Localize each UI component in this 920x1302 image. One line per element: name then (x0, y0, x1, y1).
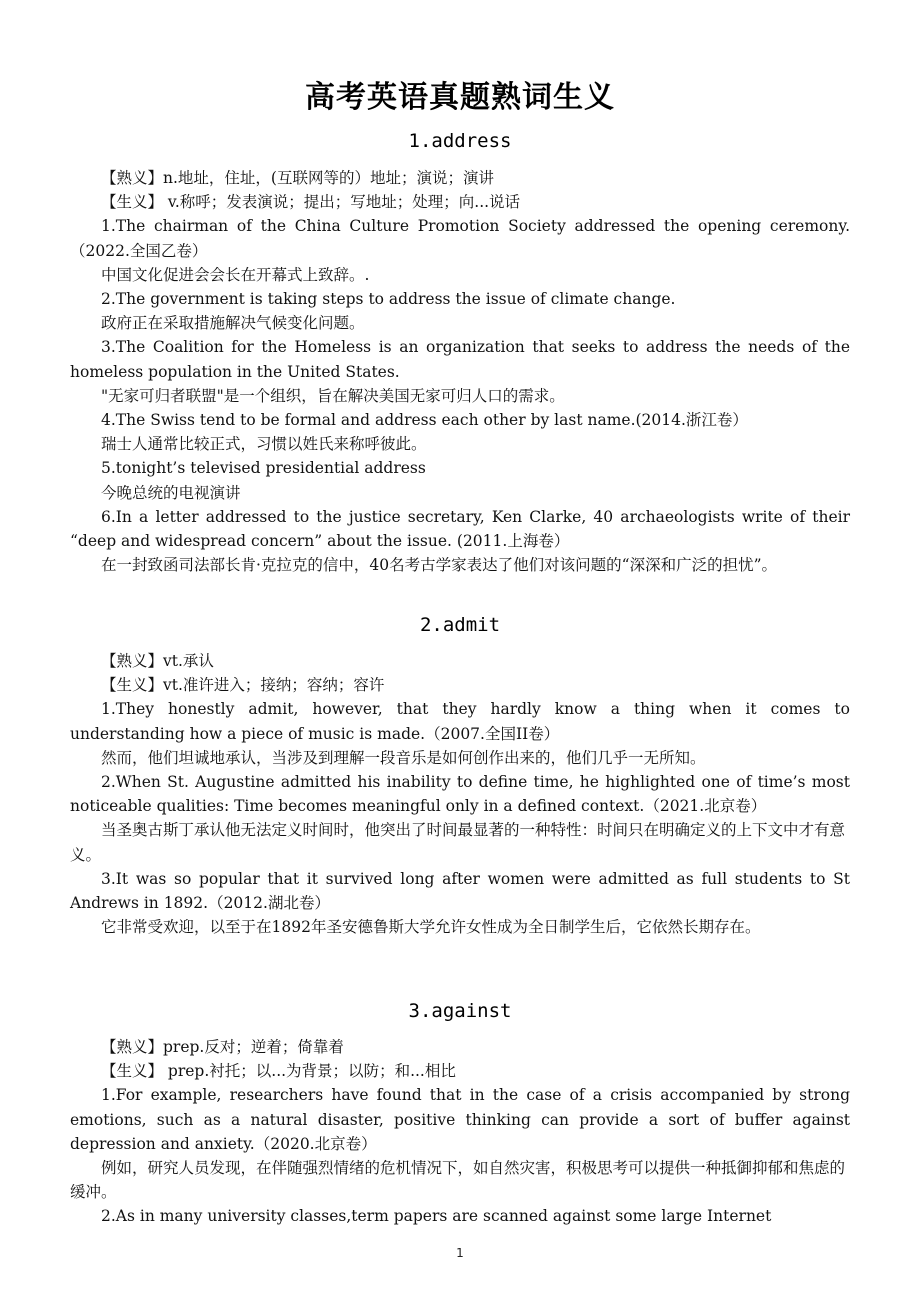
example-zh: 当圣奥古斯丁承认他无法定义时间时，他突出了时间最显著的一种特性：时间只在明确定义的上下文中才有意义。 (70, 821, 846, 864)
example-en: 3.It was so popular that it survived long after women were admitted as full students to St Andrews in 1892.（2012.湖北卷） (70, 869, 850, 913)
example-zh: "无家可归者联盟"是一个组织，旨在解决美国无家可归人口的需求。 (101, 386, 565, 405)
familiar-meaning: 【熟义】vt.承认 (101, 652, 214, 670)
new-meaning: 【生义】 prep.衬托；以...为背景；以防；和...相比 (101, 1062, 456, 1081)
page-title: 高考英语真题熟词生义 (305, 80, 615, 115)
example-en: 1.The chairman of the China Culture Promotion Society addressed the opening ceremony.（2022.全国乙卷） (70, 217, 850, 260)
example-zh: 瑞士人通常比较正式，习惯以姓氏来称呼彼此。 (101, 435, 427, 454)
example-zh: 今晚总统的电视演讲 (101, 483, 241, 502)
new-meaning: 【生义】 v.称呼；发表演说；提出；写地址；处理；向...说话 (101, 193, 521, 212)
familiar-meaning: 【熟义】n.地址，住址，(互联网等的）地址；演说；演讲 (101, 169, 494, 187)
example-zh: 然而，他们坦诚地承认，当涉及到理解一段音乐是如何创作出来的，他们几乎一无所知。 (101, 748, 706, 767)
familiar-meaning: 【熟义】prep.反对；逆着；倚靠着 (101, 1038, 344, 1056)
example-en: 2.The government is taking steps to address the issue of climate change. (101, 290, 676, 309)
section-heading-address: 1.address (408, 130, 512, 152)
example-zh: 例如，研究人员发现，在伴随强烈情绪的危机情况下，如自然灾害，积极思考可以提供一种抵御抑郁和焦虑的缓冲。 (70, 1159, 846, 1202)
example-zh: 政府正在采取措施解决气候变化问题。 (101, 314, 365, 333)
section-heading-against: 3.against (408, 1000, 512, 1022)
example-zh: 中国文化促进会会长在开幕式上致辞。. (101, 265, 370, 284)
section-admit (70, 649, 850, 939)
example-en: 2.When St. Augustine admitted his inability to define time, he highlighted one of time’s most noticeable qualities: Time becomes meaningful only in a defined context.（2021.北京卷） (70, 773, 850, 816)
example-en: 1.They honestly admit, however, that they hardly know a thing when it comes to understanding how a piece of music is made.（2007.全国II卷） (70, 700, 850, 743)
example-en: 2.As in many university classes,term papers are scanned against some large Internet (101, 1207, 772, 1226)
section-heading-admit: 2.admit (419, 614, 501, 636)
new-meaning: 【生义】vt.准许进入；接纳；容纳；容许 (101, 676, 385, 695)
example-zh: 在一封致函司法部长肯·克拉克的信中，40名考古学家表达了他们对该问题的“深深和广泛的担忧”。 (101, 556, 778, 575)
example-en: 6.In a letter addressed to the justice secretary, Ken Clarke, 40 archaeologists write of their “deep and widespread concern” about the issue. (2011.上海卷） (70, 507, 850, 551)
section-address (70, 166, 850, 577)
example-en: 5.tonight’s televised presidential address (101, 459, 426, 478)
example-en: 1.For example, researchers have found that in the case of a crisis accompanied by strong emotions, such as a natural disaster, positive thinking can provide a sort of buffer against depression and anxiety.（2020.北京卷） (70, 1086, 850, 1153)
page-number: 1 (456, 1246, 464, 1260)
example-en: 3.The Coalition for the Homeless is an organization that seeks to address the needs of the homeless population in the United States. (70, 338, 850, 381)
example-zh: 它非常受欢迎，以至于在1892年圣安德鲁斯大学允许女性成为全日制学生后，它依然长期存在。 (101, 918, 761, 937)
example-en: 4.The Swiss tend to be formal and address each other by last name.(2014.浙江卷） (101, 411, 748, 430)
section-against (70, 1035, 850, 1229)
